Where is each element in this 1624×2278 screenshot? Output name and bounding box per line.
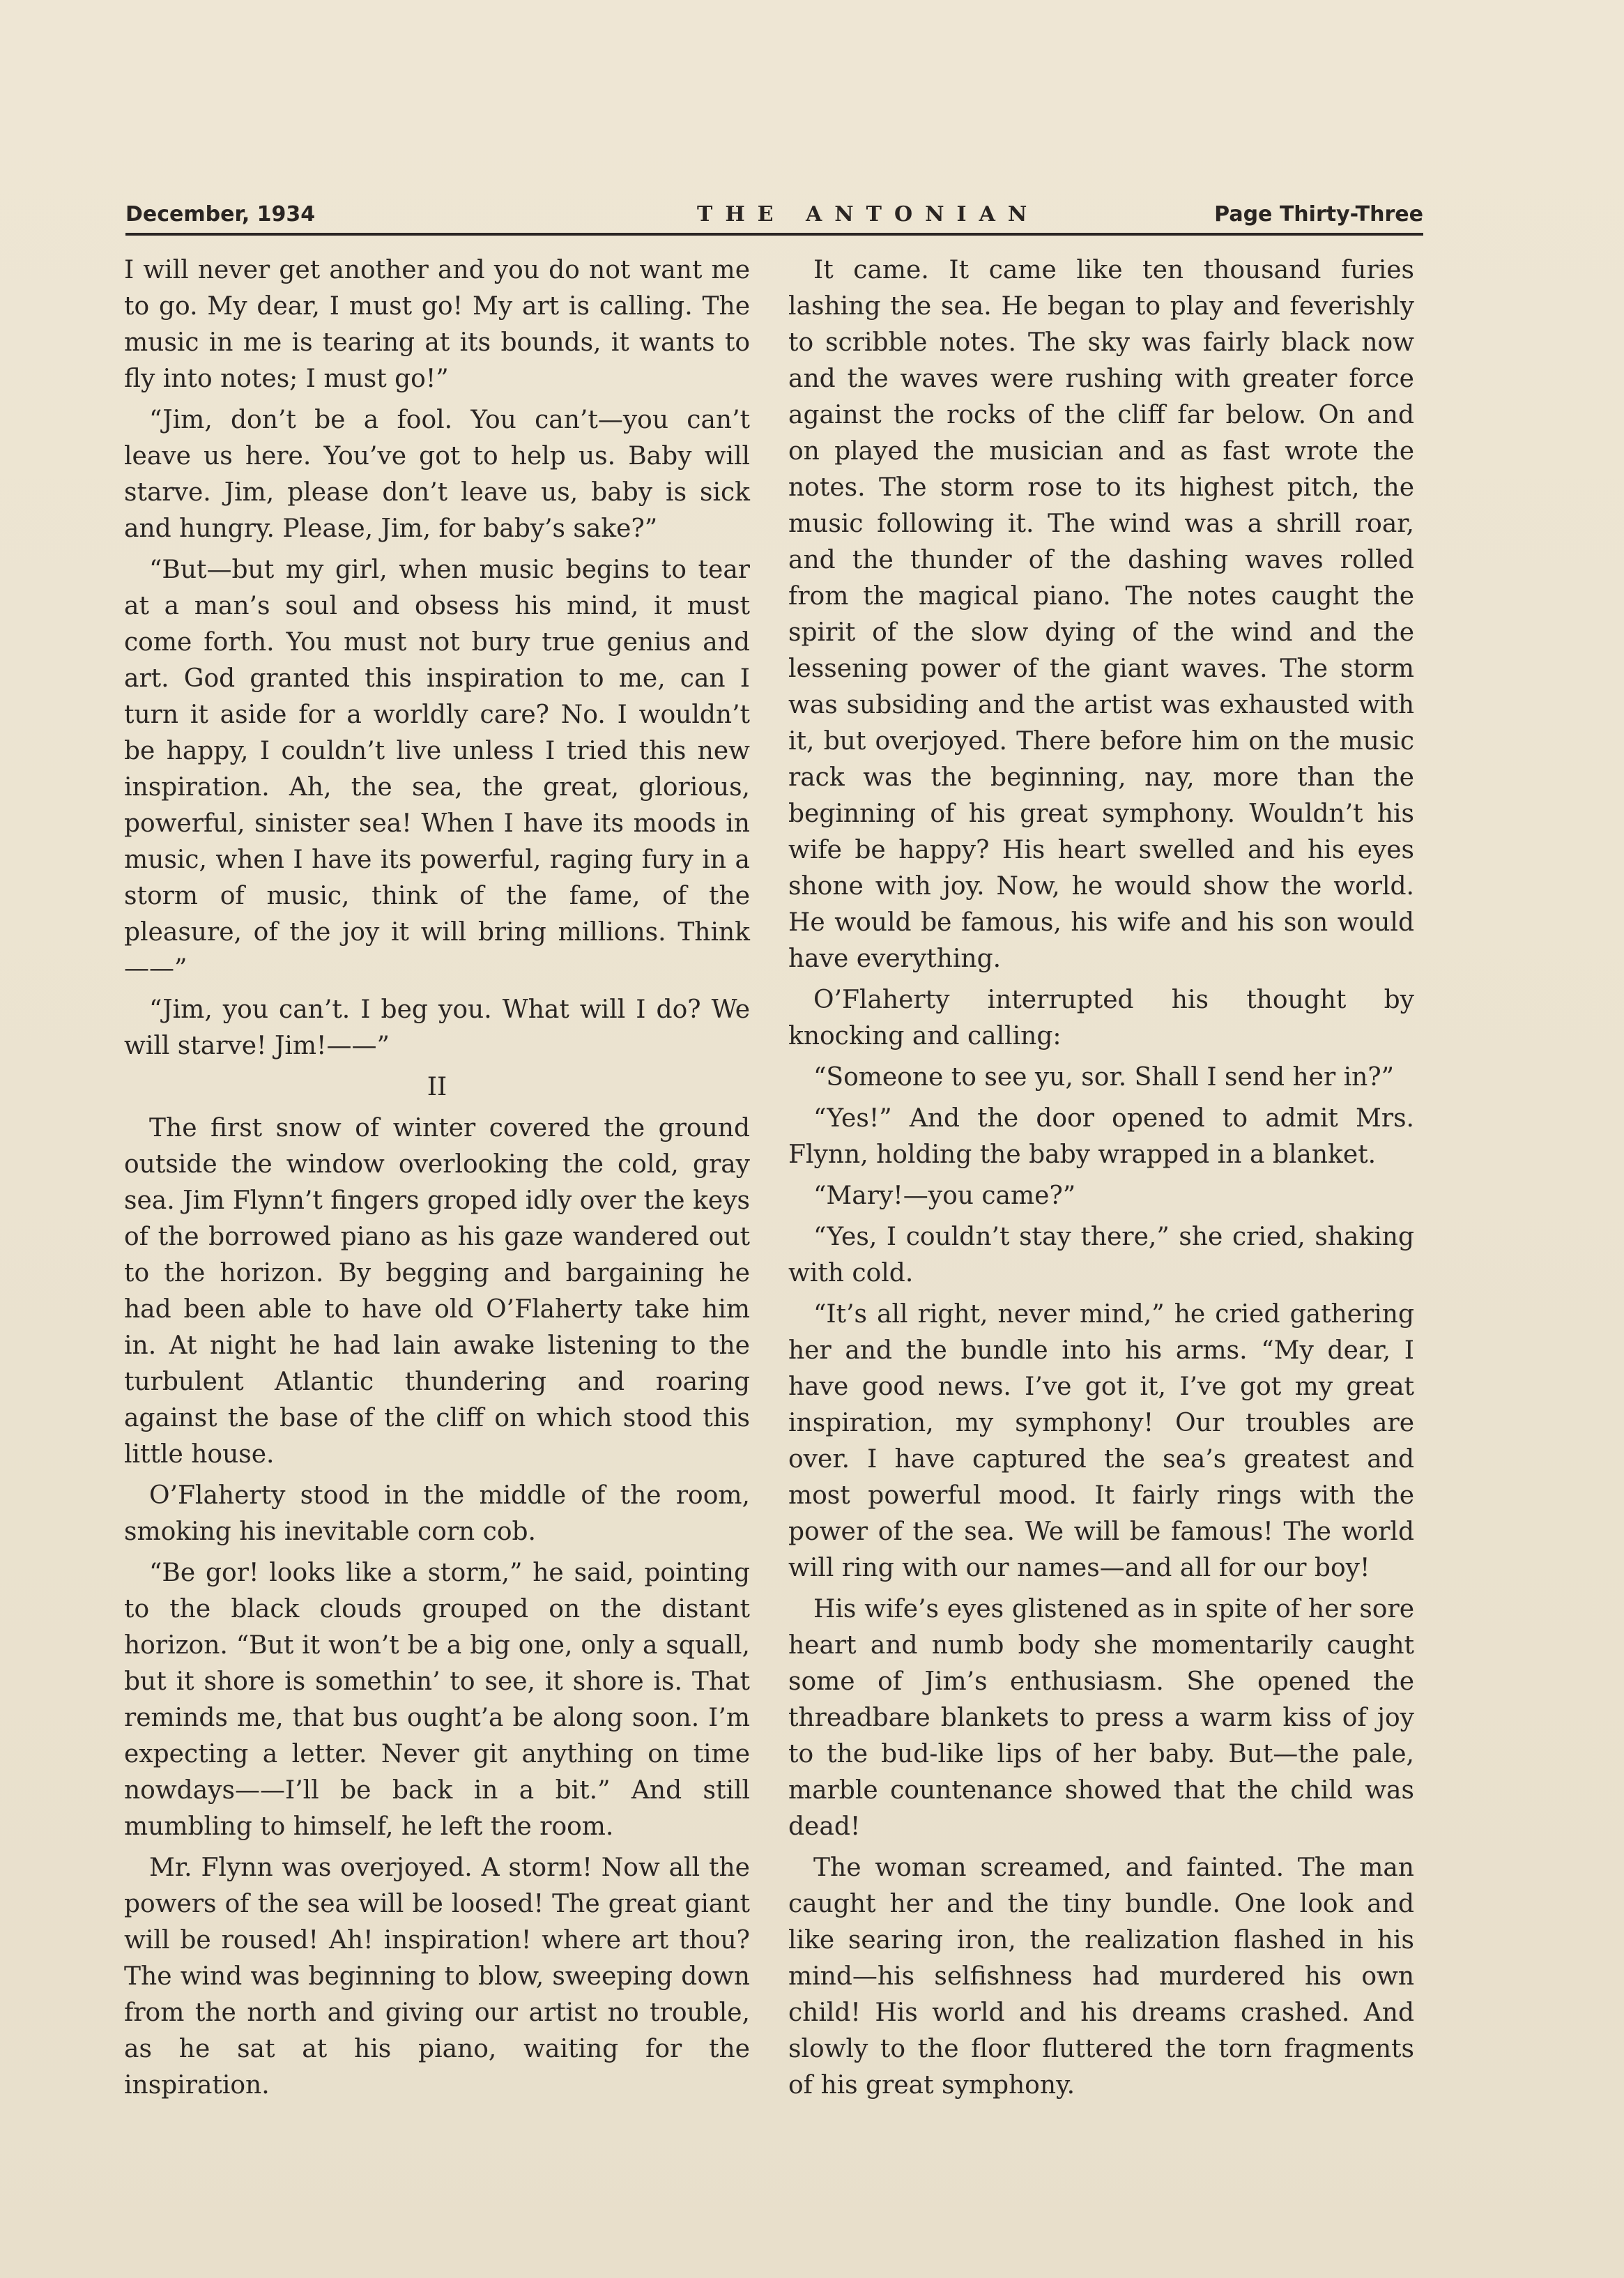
running-header: [125, 199, 1423, 236]
paragraph: O’Flaherty stood in the middle of the room, smoking his inevitable corn cob.: [124, 1481, 750, 1546]
left-column: [124, 252, 750, 2109]
paragraph: “It’s all right, never mind,” he cried gathering her and the bundle into his arms. “My dear, I have good news. I’ve got it, I’ve got my great inspiration, my symphony! Our troubles are over. I have captured the sea’s greatest and most powerful mood. It fairly rings with the power of the sea. We will be famous! The world will ring with our names—and all for our boy!: [788, 1300, 1414, 1582]
paragraph: “Yes!” And the door opened to admit Mrs. Flynn, holding the baby wrapped in a blanket.: [788, 1104, 1414, 1169]
right-column: [788, 252, 1414, 2109]
paragraph: His wife’s eyes glistened as in spite of her sore heart and numb body she momentarily caught some of Jim’s enthusiasm. She opened the threadbare blankets to press a warm kiss of joy to the bud-like lips of her baby. But—the pale, marble countenance showed that the child was dead!: [788, 1595, 1414, 1841]
paragraph: The first snow of winter covered the ground outside the window overlooking the cold, gray sea. Jim Flynn’t fingers groped idly over the keys of the borrowed piano as his gaze wandered out to the horizon. By begging and bargaining he had been able to have old O’Flaherty take him in. At night he had lain awake listening to the turbulent Atlantic thundering and roaring against the base of the cliff on which stood this little house.: [124, 1114, 750, 1469]
paragraph: “Be gor! looks like a storm,” he said, pointing to the black clouds grouped on the distant horizon. “But it won’t be a big one, only a squall, but it shore is somethin’ to see, it shore is. That reminds me, that bus ought’a be along soon. I’m expecting a letter. Never git anything on time nowdays——I’ll be back in a bit.” And still mumbling to himself, he left the room.: [124, 1559, 750, 1841]
paragraph: “But—but my girl, when music begins to tear at a man’s soul and obsess his mind, it must come forth. You must not bury true genius and art. God granted this inspiration to me, can I turn it aside for a worldly care? No. I wouldn’t be happy, I couldn’t live unless I tried this new inspiration. Ah, the sea, the great, glorious, powerful, sinister sea! When I have its moods in music, when I have its powerful, raging fury in a storm of music, think of the fame, of the pleasure, of the joy it will bring millions. Think——”: [124, 556, 750, 983]
paragraph: “Someone to see yu, sor. Shall I send her in?”: [813, 1063, 1395, 1092]
paragraph: “Mary!—you came?”: [813, 1182, 1076, 1210]
section-numeral: II: [427, 1073, 447, 1101]
paragraph: “Jim, don’t be a fool. You can’t—you can’t leave us here. You’ve got to help us. Baby will starve. Jim, please don’t leave us, baby is sick and hungry. Please, Jim, for baby’s sake?”: [124, 406, 750, 543]
paragraph: The woman screamed, and fainted. The man caught her and the tiny bundle. One look and like searing iron, the realization flashed in his mind—his selfishness had murdered his own child! His world and his dreams crashed. And slowly to the floor fluttered the torn fragments of his great symphony.: [788, 1853, 1414, 2100]
paragraph: It came. It came like ten thousand furies lashing the sea. He began to play and feverishly to scribble notes. The sky was fairly black now and the waves were rushing with greater force against the rocks of the cliff far below. On and on played the musician and as fast wrote the notes. The storm rose to its highest pitch, the music following it. The wind was a shrill roar, and the thunder of the dashing waves rolled from the magical piano. The notes caught the spirit of the slow dying of the wind and the lessening power of the giant waves. The storm was subsiding and the artist was exhausted with it, but overjoyed. There before him on the music rack was the beginning, nay, more than the beginning of his great symphony. Wouldn’t his wife be happy? His heart swelled and his eyes shone with joy. Now, he would show the world. He would be famous, his wife and his son would have everything.: [788, 256, 1414, 973]
issue-date: December, 1934: [125, 202, 316, 227]
paragraph: “Yes, I couldn’t stay there,” she cried, shaking with cold.: [788, 1223, 1414, 1287]
paragraph: Mr. Flynn was overjoyed. A storm! Now all the powers of the sea will be loosed! The great giant will be roused! Ah! inspiration! where art thou? The wind was beginning to blow, sweeping down from the north and giving our artist no trouble, as he sat at his piano, waiting for the inspiration.: [124, 1853, 750, 2100]
paragraph: I will never get another and you do not want me to go. My dear, I must go! My art is calling. The music in me is tearing at its bounds, it wants to fly into notes; I must go!”: [124, 256, 750, 393]
publication-title: THE ANTONIAN: [697, 202, 1040, 227]
paragraph: “Jim, you can’t. I beg you. What will I do? We will starve! Jim!——”: [124, 995, 750, 1060]
paragraph: O’Flaherty interrupted his thought by knocking and calling:: [788, 986, 1414, 1050]
page-number: Page Thirty-Three: [1214, 202, 1423, 227]
